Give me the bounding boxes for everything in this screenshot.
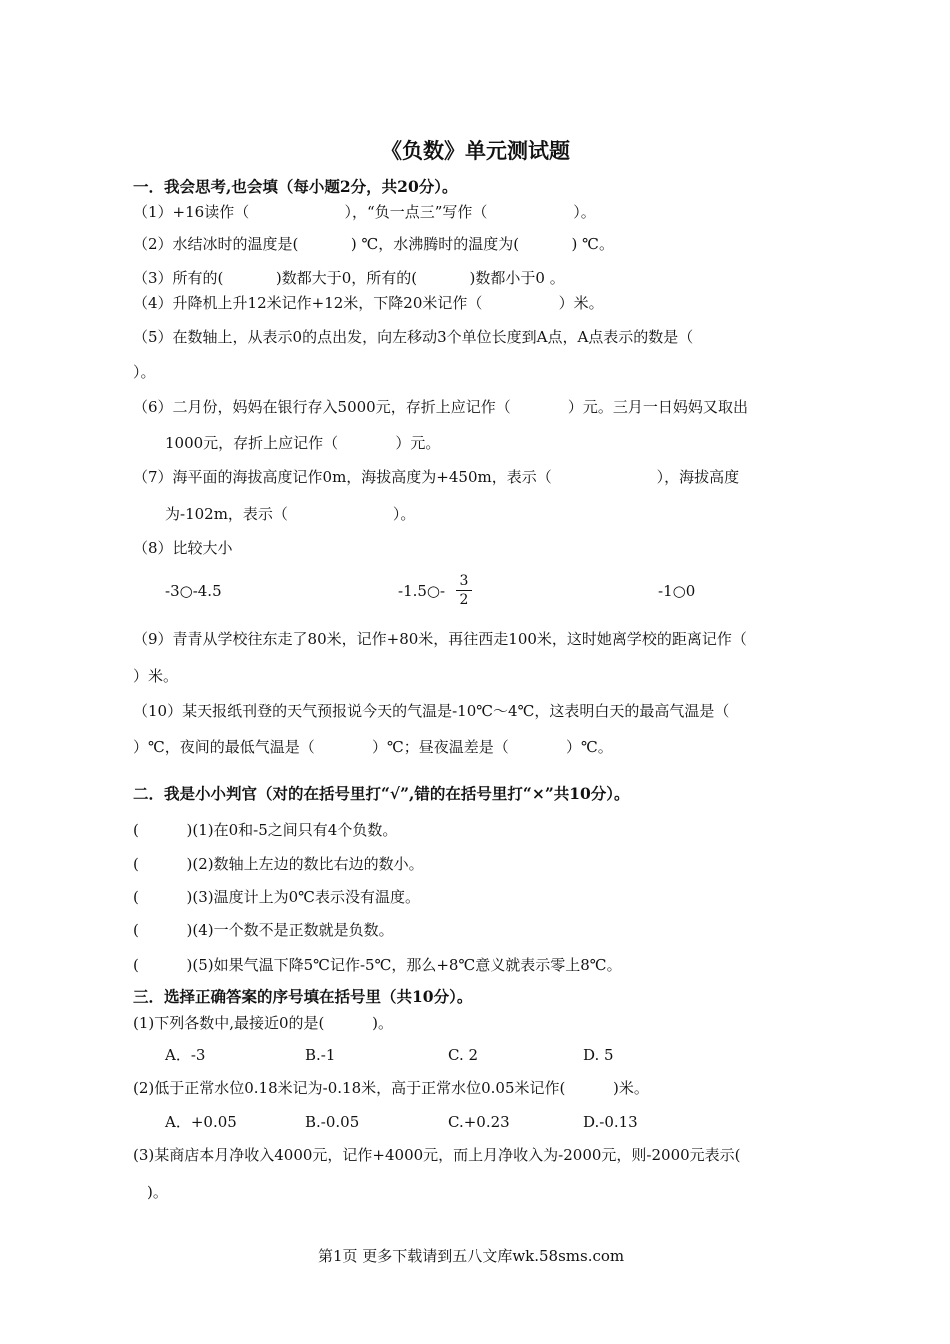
question-1-7-line1: （7）海平面的海拔高度记作0m，海拔高度为+450m，表示（ ），海拔高度 — [133, 468, 740, 486]
question-1-8: （8）比较大小 — [133, 539, 233, 557]
choice-question-1: (1)下列各数中,最接近0的是( )。 — [133, 1014, 393, 1032]
section-1-heading: 一．我会思考,也会填（每小题2分，共20分）。 — [133, 177, 458, 196]
compare-item-1: -3○-4.5 — [165, 582, 222, 600]
judge-item-1: ( )(1)在0和-5之间只有4个负数。 — [133, 821, 398, 839]
choice-2-option-b: B.-0.05 — [305, 1113, 360, 1131]
compare-item-3: -1○0 — [658, 582, 696, 600]
page-footer: 第1页 更多下载请到五八文库wk.58sms.com — [318, 1247, 625, 1265]
question-1-10-line1: （10）某天报纸刊登的天气预报说今天的气温是-10℃～4℃，这表明白天的最高气温是（ — [133, 702, 730, 720]
choice-1-option-c: C. 2 — [448, 1046, 479, 1064]
question-1-7-line2: 为-102m，表示（ ）。 — [165, 505, 416, 523]
choice-1-option-a: A．-3 — [165, 1046, 206, 1064]
choice-question-3-line1: (3)某商店本月净收入4000元，记作+4000元，而上月净收入为-2000元，则-2000元表示( — [133, 1146, 741, 1164]
question-1-4: （4）升降机上升12米记作+12米，下降20米记作（ ）米。 — [133, 294, 604, 312]
judge-item-2: ( )(2)数轴上左边的数比右边的数小。 — [133, 855, 424, 873]
question-1-9-line2: ）米。 — [133, 667, 179, 685]
fraction-three-halves — [456, 573, 472, 608]
page-title: 《负数》单元测试题 — [381, 138, 570, 163]
question-1-1: （1）+16读作（ ），“负一点三”写作（ ）。 — [133, 203, 596, 221]
choice-2-option-c: C.+0.23 — [448, 1113, 510, 1131]
judge-item-4: ( )(4)一个数不是正数就是负数。 — [133, 921, 394, 939]
question-1-3: （3）所有的( )数都大于0，所有的( )数都小于0 。 — [133, 269, 565, 287]
fraction-denominator: 2 — [459, 592, 469, 608]
judge-item-5: ( )(5)如果气温下降5℃记作-5℃，那么+8℃意义就表示零上8℃。 — [133, 956, 622, 974]
section-3-heading: 三．选择正确答案的序号填在括号里（共10分）。 — [133, 987, 473, 1006]
section-2-heading: 二．我是小小判官（对的在括号里打“√”,错的在括号里打“×”共10分）。 — [133, 784, 630, 803]
choice-2-option-d: D.-0.13 — [583, 1113, 638, 1131]
choice-question-3-line2: )。 — [147, 1183, 168, 1201]
question-1-6-line1: （6）二月份，妈妈在银行存入5000元，存折上应记作（ ）元。三月一日妈妈又取出 — [133, 398, 748, 416]
question-1-9-line1: （9）青青从学校往东走了80米，记作+80米，再往西走100米，这时她离学校的距离记作（ — [133, 630, 747, 648]
question-1-5-line1: （5）在数轴上，从表示0的点出发，向左移动3个单位长度到A点，A点表示的数是（ — [133, 328, 694, 346]
choice-1-option-d: D. 5 — [583, 1046, 614, 1064]
choice-2-option-a: A．+0.05 — [165, 1113, 237, 1131]
choice-1-option-b: B.-1 — [305, 1046, 336, 1064]
choice-question-2: (2)低于正常水位0.18米记为-0.18米，高于正常水位0.05米记作( )米。 — [133, 1079, 649, 1097]
compare-item-2: -1.5○- — [398, 582, 446, 600]
judge-item-3: ( )(3)温度计上为0℃表示没有温度。 — [133, 888, 420, 906]
question-1-5-line2: ）。 — [133, 363, 156, 381]
fraction-numerator: 3 — [459, 573, 469, 589]
fraction-bar — [456, 590, 472, 591]
question-1-6-line2: 1000元，存折上应记作（ ）元。 — [165, 434, 441, 452]
question-1-10-line2: ）℃，夜间的最低气温是（ ）℃；昼夜温差是（ ）℃。 — [133, 738, 613, 756]
question-1-2: （2）水结冰时的温度是( ) ℃，水沸腾时的温度为( ) ℃。 — [133, 235, 614, 253]
